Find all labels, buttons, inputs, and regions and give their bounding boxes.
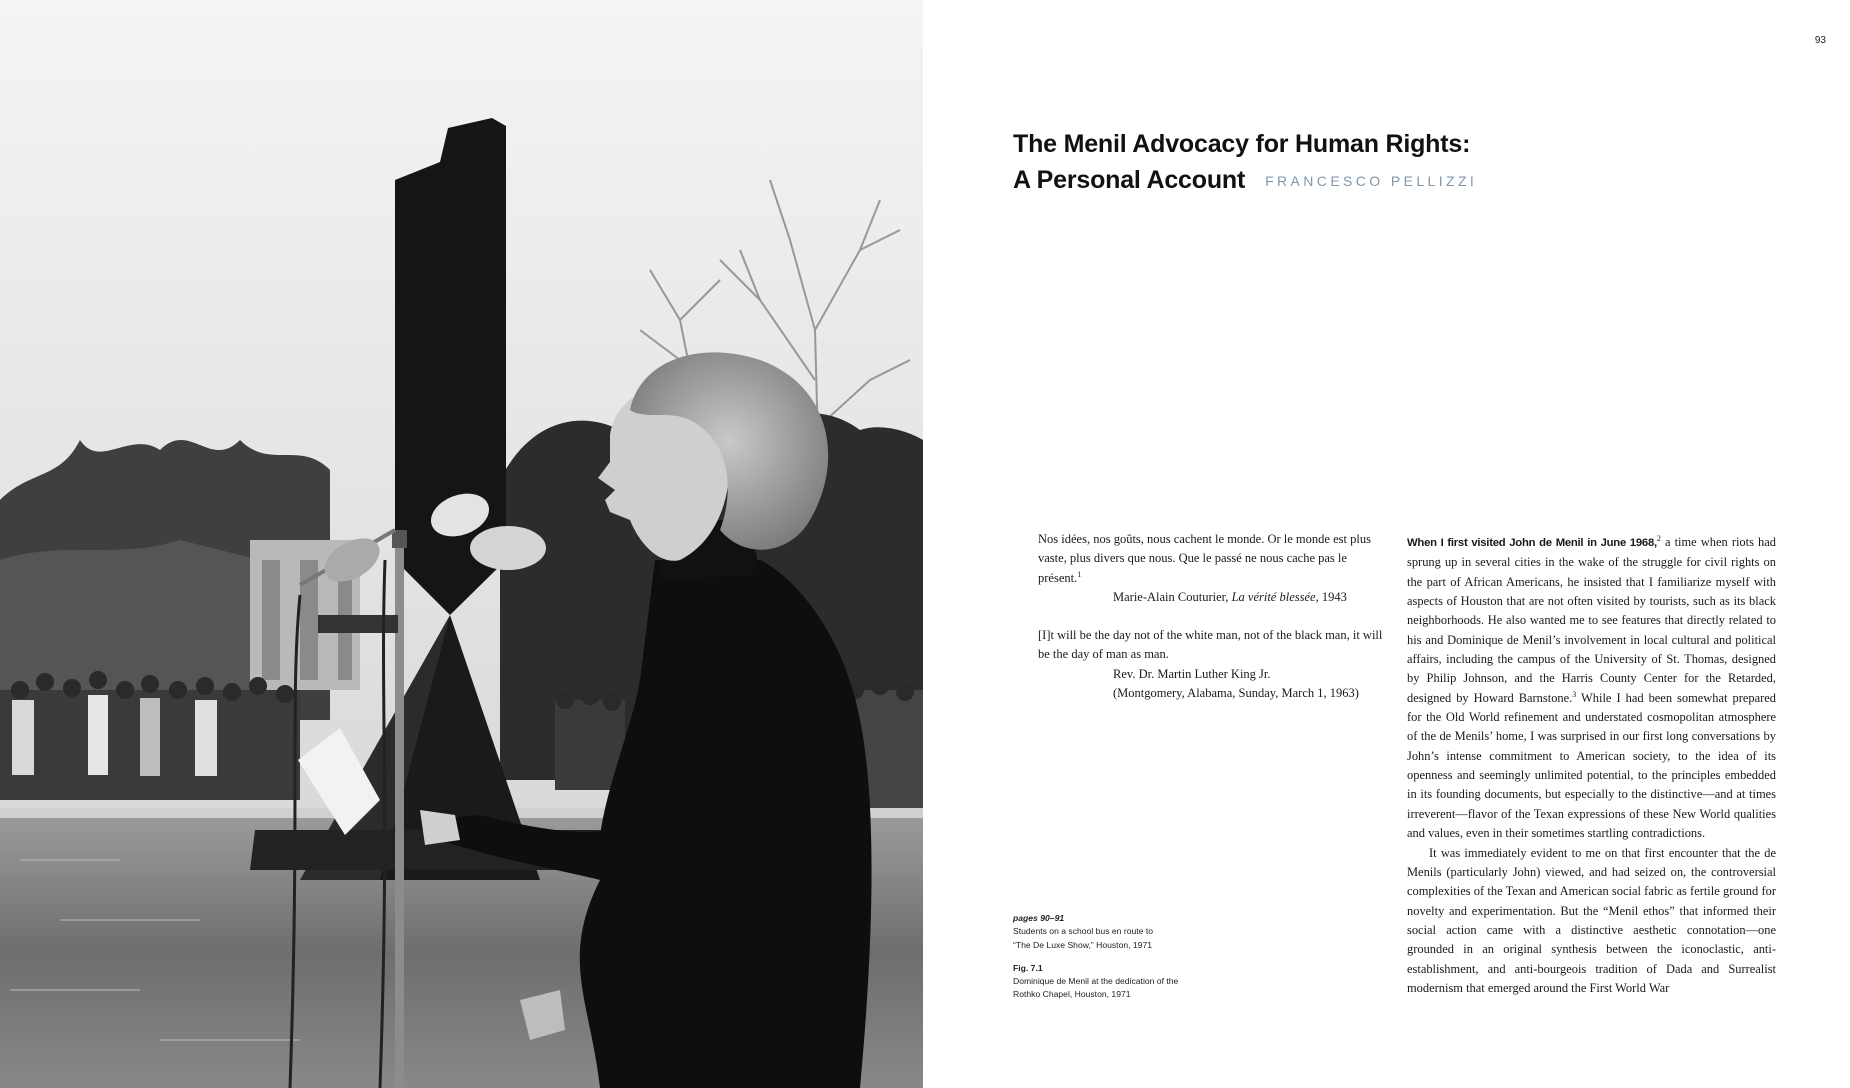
epigraph-couturier [1038, 530, 1383, 607]
epigraph-quote-text: Nos idées, nos goûts, nous cachent le monde. Or le monde est plus vaste, plus divers que nous. Que le passé ne nous cache pas le présent. [1038, 532, 1371, 585]
caption-fig-7-1 [1013, 962, 1233, 1002]
epigraph-attribution [1113, 588, 1383, 607]
captions [1013, 912, 1233, 1002]
attribution-author: Marie-Alain Couturier, [1113, 589, 1232, 604]
caption-text: Dominique de Menil at the dedication of the [1013, 976, 1179, 987]
attribution-work: La vérité blessée [1231, 589, 1316, 604]
body-paragraph-2: It was immediately evident to me on that first encounter that the de Menils (particularly John) viewed, and had seized on, the controversial complexities of the Texan and American social fabric as fertile ground for novelty and experimentation. But the “Menil ethos” that informed their social action came with a distinctive aesthetic connotation—one grounded in an original synthesis between the iconoclastic, anti-establishment, and anti-bourgeois tradition of Dada and Surrealist modernism that emerged around the First World War [1407, 845, 1776, 995]
caption-text: Rothko Chapel, Houston, 1971 [1013, 989, 1131, 1000]
paragraph-text: While I had been somewhat prepared for the Old World refinement and understated cosmopolitan atmosphere of the de Menils’ home, I was surprised in our first long conversations by John’s intense commitment to American society, to the idea of its openness and seemingly unlimited potential, to the principles embedded in its founding documents, but especially to the distinctive—and at times irreverent—flavor of the Texan expressions of these New World qualities and values, even in their sometimes startling contradictions. [1407, 690, 1776, 841]
epigraph-quote [1038, 530, 1383, 588]
footnote-ref: 3 [1572, 689, 1577, 699]
body-paragraph-1 [1407, 533, 1776, 844]
epigraphs [1038, 530, 1383, 703]
footnote-ref: 1 [1077, 569, 1082, 579]
chapter-title-line-1: The Menil Advocacy for Human Rights: [1013, 130, 1471, 158]
chapter-title-line-2-text: A Personal Account [1013, 166, 1246, 194]
caption-text: “The De Luxe Show,” Houston, 1971 [1013, 939, 1153, 950]
footnote-ref: 2 [1656, 534, 1661, 543]
run-in-lead: When I first visited John de Menil in June 1968, [1407, 537, 1657, 549]
page-number: 93 [1814, 35, 1826, 46]
attribution-year: , 1943 [1315, 589, 1347, 604]
epigraph-king [1038, 626, 1383, 703]
caption-text: Students on a school bus en route to [1013, 926, 1153, 937]
paragraph-text: a time when riots had sprung up in several cities in the wake of the struggle for civil rights on the part of African Americans, he insisted that I familiarize myself with aspects of Houston that are not often visited by tourists, such as its black neighborhoods. He also wanted me to see features that directly related to his and Dominique de Menil’s involvement in local cultural and political affairs, including the campus of the University of St. Thomas, designed by Philip Johnson, and the Harris County Center for the Retarded, designed by Howard Barnstone. [1407, 535, 1776, 705]
chapter-title-line-2 [1013, 162, 1573, 199]
body-text [1407, 533, 1776, 998]
epigraph-attribution: Rev. Dr. Martin Luther King Jr. [1113, 666, 1271, 681]
epigraph-attribution-detail: (Montgomery, Alabama, Sunday, March 1, 1963) [1113, 686, 1359, 701]
chapter-title [1013, 126, 1573, 199]
author-name: FRANCESCO PELLIZZI [1265, 173, 1478, 189]
caption-pages-90-91 [1013, 912, 1233, 952]
photograph-dominique-de-menil [0, 0, 923, 1088]
epigraph-quote: [I]t will be the day not of the white man, not of the black man, it will be the day of man as man. [1038, 628, 1383, 662]
caption-label: pages 90–91 [1013, 913, 1065, 923]
caption-label: Fig. 7.1 [1013, 962, 1043, 973]
